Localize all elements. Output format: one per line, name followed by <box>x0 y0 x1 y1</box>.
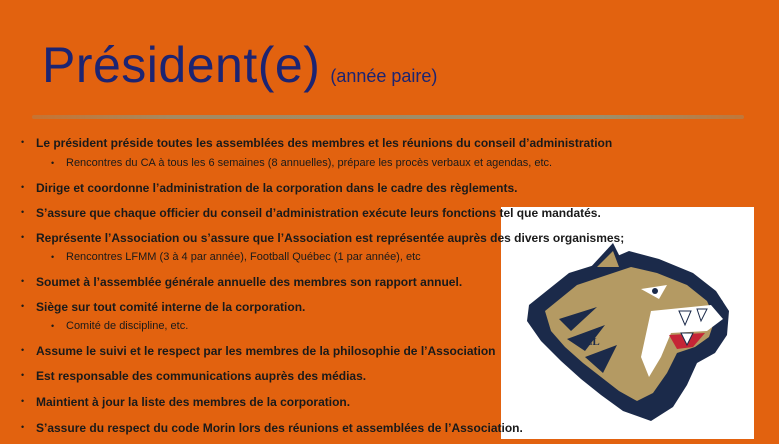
bullet-item: Le président préside toutes les assemblées des membres et les réunions du conseil d’administration <box>36 136 613 150</box>
sub-bullet-item: Rencontres LFMM (3 à 4 par année), Football Québec (1 par année), etc <box>66 251 421 263</box>
bullet-marker: • <box>21 182 25 192</box>
bullet-marker: • <box>21 207 25 217</box>
logo-monogram: LL <box>585 336 600 348</box>
bullet-marker: • <box>21 345 25 355</box>
bullet-item: Représente l’Association ou s’assure que l’Association est représentée auprès des divers organismes; <box>36 231 625 245</box>
bullet-marker: • <box>51 158 55 168</box>
sub-bullet-item: Comité de discipline, etc. <box>66 320 189 332</box>
bullet-marker: • <box>21 301 25 311</box>
bullet-marker: • <box>21 137 25 147</box>
bullet-marker: • <box>21 396 25 406</box>
bullet-item: Assume le suivi et le respect par les membres de la philosophie de l’Association <box>36 344 496 358</box>
bullet-marker: • <box>21 232 25 242</box>
slide-title-group <box>42 36 437 94</box>
bullet-item: S’assure du respect du code Morin lors des réunions et assemblées de l’Association. <box>36 421 523 435</box>
bullet-item: Siège sur tout comité interne de la corporation. <box>36 300 306 314</box>
slide-title: Président(e) <box>42 37 321 93</box>
bullet-item: S’assure que chaque officier du conseil d’administration exécute leurs fonctions tel que mandatés. <box>36 206 601 220</box>
sub-bullet-item: Rencontres du CA à tous les 6 semaines (8 annuelles), prépare les procès verbaux et agendas, etc. <box>66 157 553 169</box>
bullet-item: Est responsable des communications auprès des médias. <box>36 369 367 383</box>
bullet-marker: • <box>51 252 55 262</box>
bullet-marker: • <box>21 422 25 432</box>
bullet-item: Maintient à jour la liste des membres de la corporation. <box>36 395 351 409</box>
title-divider <box>32 115 744 119</box>
bullet-item: Soumet à l’assemblée générale annuelle des membres son rapport annuel. <box>36 275 463 289</box>
bullet-item: Dirige et coordonne l’administration de la corporation dans le cadre des règlements. <box>36 181 518 195</box>
bullet-marker: • <box>21 276 25 286</box>
slide-subtitle: (année paire) <box>330 66 438 86</box>
bullet-marker: • <box>21 370 25 380</box>
bullet-marker: • <box>51 321 55 331</box>
